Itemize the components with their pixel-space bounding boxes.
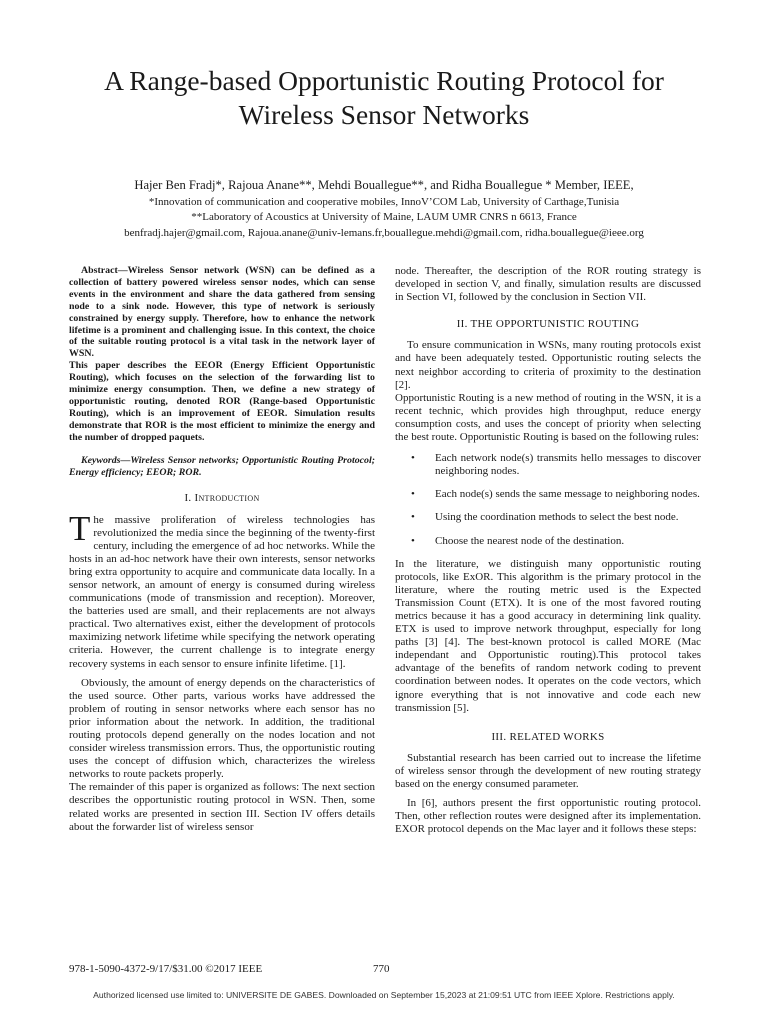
title-line-1: A Range-based Opportunistic Routing Protocol for (104, 65, 664, 96)
section-3-paragraph-2: In [6], authors present the first opportunistic routing protocol. Then, other reflection routes were designed after its implementation. EXOR protocol depends on the Mac layer and it follows these steps: (395, 797, 701, 836)
title-line-2: Wireless Sensor Networks (238, 99, 530, 130)
author-list: Hajer Ben Fradj*, Rajoua Anane**, Mehdi Bouallegue**, and Ridha Bouallegue * Member, IEEE, (134, 178, 634, 192)
list-item: • Choose the nearest node of the destination. (411, 534, 625, 547)
paper-title (40, 64, 728, 132)
intro-paragraph-1 (69, 508, 375, 671)
abstract: Abstract—Wireless Sensor network (WSN) can be defined as a collection of battery powered wireless sensor nodes, which can sense events in the environment and share the data gathered from sensing node to a sink node. However, this type of network is seriously constrained by energy supply. Therefore, how to enhance the network lifetime is a prominent and challenging issue. In this context, the choice of the suitable routing protocol is a vital task in the network layer of WSN. (69, 265, 375, 360)
right-paragraph-0: node. Thereafter, the description of the ROR routing strategy is developed in section V, and finally, simulation results are discussed in Section VI, followed by the conclusion in Section VII. (395, 265, 701, 304)
section-1-heading: I. Introduction (184, 492, 260, 505)
intro-paragraph-1-text: he massive proliferation of wireless technologies has revolutionized the media since the beginning of the twenty-first century, including the emergence of ad hoc networks. While the hosts in an ad-hoc network have their own interests, sensor networks bring extra opportunity to acquire and communicate data locally. In a sensor network, an amount of energy is consumed during wireless communications (mode of transmission and reception). Moreover, the batteries used are small, and their replacements are not always practical. Two alternatives exist, either the development of protocols maximizing network lifetime while specifying the network operating criteria. However, the current challenge is to integrate energy recovery systems in each sensor to ensure infinite lifetime. [1]. (69, 513, 375, 670)
section-2-paragraph-3: In the literature, we distinguish many opportunistic routing protocols, like ExOR. This algorithm is the primary protocol in the literature, where the routing metric used is the Expected Transmission Count (ETX). It is one of the most favored routing metrics because it has a good accuracy in determining link quality. ETX is used to improve network throughput, especially for long paths [3] [4]. The best-known protocol is called MORE (Mac independant and Opportunistic routing).This protocol takes advantage of the benefits of random network coding to prevent coordination between nodes. It operates on the code vectors, which ignore everything that is not innovative and code each new transmission [5]. (395, 557, 701, 714)
bullet-icon: • (411, 511, 415, 524)
intro-paragraph-3: The remainder of this paper is organized as follows: The next section describes the opportunistic routing protocol in WSN. Then, some related works are presented in section III. Section IV offers details about the forwarder list of wireless sensor (69, 781, 375, 833)
section-2-paragraph-2: Opportunistic Routing is a new method of routing in the WSN, it is a recent technic, which provides high throughput, reduce energy consumption costs, and uses the concept of priority when selecting the best route. Opportunistic Routing is based on the following rules: (395, 391, 701, 444)
intro-paragraph-2: Obviously, the amount of energy depends on the characteristics of the used source. Other parts, various works have addressed the problem of routing in sensor networks where each sensor has no prior information about the network. In addition, the traditional routing protocols depend generally on the nodes location and not consider wireless transmission errors. Thus, the opportunistic routing uses the concept of diffusion which, characterizes the wireless networks to route packets properly. (69, 676, 375, 781)
license-notice: Authorized licensed use limited to: UNIVERSITE DE GABES. Downloaded on September 15,2023 at 21:09:51 UTC from IEEE Xplore. Restrictions apply. (93, 990, 675, 1000)
section-3-heading: III. RELATED WORKS (491, 730, 605, 743)
abstract-continued: This paper describes the EEOR (Energy Efficient Opportunistic Routing), which focuses on the selection of the forwarding list to minimize energy consumption. Then, we define a new strategy of opportunistic routing, denoted ROR (Range-based Opportunistic Routing), which is an improvement of EEOR. Simulation results demonstrate that ROR is the most efficient to minimize the energy and the number of dropped paquets. (69, 360, 375, 443)
bullet-icon: • (411, 452, 415, 465)
rules-list (395, 452, 701, 547)
list-item: • Using the coordination methods to select the best node. (411, 511, 679, 524)
author-emails: benfradj.hajer@gmail.com, Rajoua.anane@univ-lemans.fr,bouallegue.mehdi@gmail.com, ridha.bouallegue@ieee.org (124, 227, 644, 239)
affiliation-2: **Laboratory of Acoustics at University of Maine, LAUM UMR CNRS n 6613, France (191, 211, 577, 223)
bullet-icon: • (411, 488, 415, 501)
drop-cap: T (69, 508, 91, 548)
keywords: Keywords—Wireless Sensor networks; Opportunistic Routing Protocol; Energy efficiency; EEOR; ROR. (69, 454, 375, 478)
section-3-paragraph-1: Substantial research has been carried out to increase the lifetime of wireless sensor through the development of new routing strategy based on the energy consumed parameter. (395, 751, 701, 790)
page-number: 770 (373, 963, 390, 975)
right-column (395, 265, 701, 836)
bullet-icon: • (411, 534, 415, 547)
copyright-footer: 978-1-5090-4372-9/17/$31.00 ©2017 IEEE (69, 963, 263, 975)
section-2-heading: II. THE OPPORTUNISTIC ROUTING (456, 318, 640, 331)
list-item: • Each network node(s) transmits hello messages to discover neighboring nodes. (411, 452, 701, 478)
left-column (69, 265, 375, 834)
section-2-paragraph-1: To ensure communication in WSNs, many routing protocols exist and have been adequately tested. Opportunistic routing selects the next neighbor according to criteria of proximity to the destination [2]. (395, 339, 701, 391)
affiliation-1: *Innovation of communication and cooperative mobiles, InnoV’COM Lab, University of Carthage,Tunisia (148, 196, 620, 208)
list-item: • Each node(s) sends the same message to neighboring nodes. (411, 488, 700, 501)
